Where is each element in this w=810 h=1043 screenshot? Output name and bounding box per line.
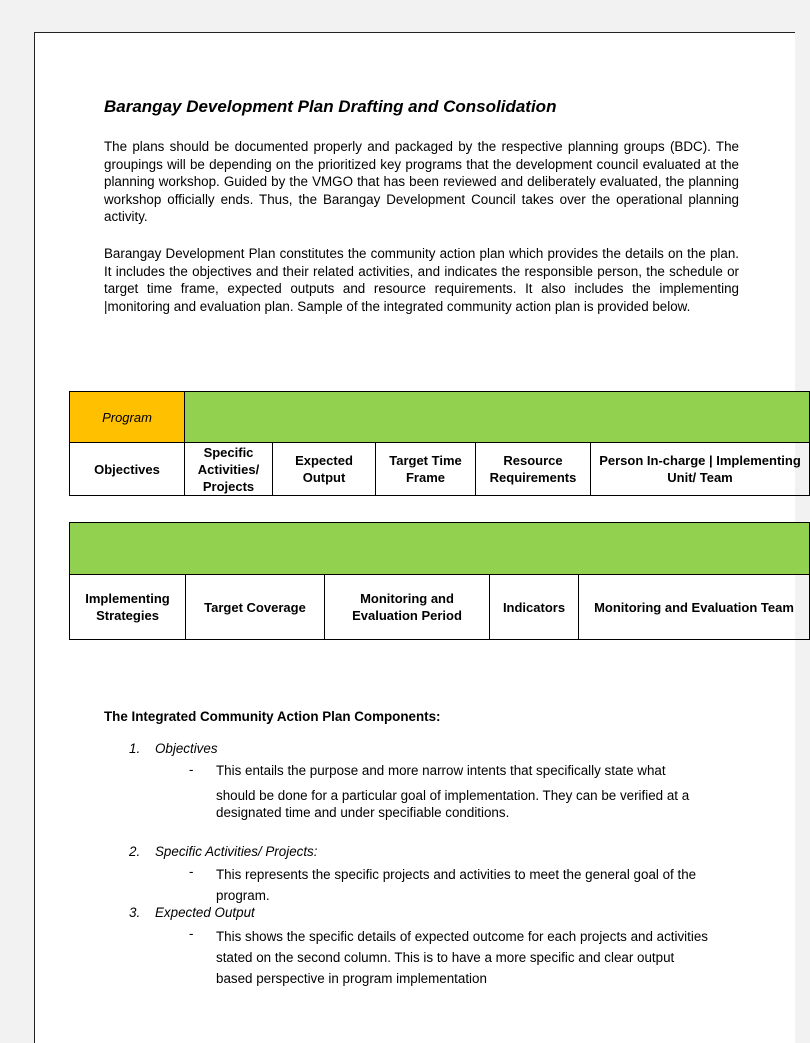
header-target-coverage: Target Coverage — [186, 575, 325, 640]
header-specific-activities: Specific Activities/ Projects — [185, 443, 273, 496]
paragraph-plan-description: Barangay Development Plan constitutes the community action plan which provides the details on the plan. It includes the objectives and their related activities, and indicates the responsible person, the schedule or target time frame, expected outputs and resource requirements. It also includes the implementing |monitoring and evaluation plan. Sample of the integrated community action plan is provided below. — [104, 246, 739, 314]
item-label: Specific Activities/ Projects: — [155, 844, 318, 859]
header-resource-requirements: Resource Requirements — [476, 443, 591, 496]
program-label-cell: Program — [70, 392, 185, 443]
header-objectives: Objectives — [70, 443, 185, 496]
item-description — [216, 762, 736, 821]
description-line: This entails the purpose and more narrow intents that specifically state what — [216, 763, 666, 778]
monitoring-plan-table — [69, 522, 810, 640]
action-plan-table — [69, 391, 810, 496]
header-monitoring-team: Monitoring and Evaluation Team — [579, 575, 810, 640]
header-indicators: Indicators — [490, 575, 579, 640]
item-description — [216, 926, 736, 989]
header-target-time-frame: Target Time Frame — [376, 443, 476, 496]
component-item-objectives — [129, 741, 218, 756]
item-description — [216, 864, 736, 906]
header-monitoring-period: Monitoring and Evaluation Period — [325, 575, 490, 640]
document-page — [34, 32, 801, 1043]
header-implementing-strategies: Implementing Strategies — [70, 575, 186, 640]
description-line: should be done for a particular goal of implementation. They can be verified at a designated time and under specifiable conditions. — [216, 788, 690, 820]
item-number: 2. — [129, 844, 141, 859]
component-item-activities — [129, 844, 317, 859]
item-label: Objectives — [155, 741, 218, 756]
list-dash: - — [189, 926, 194, 941]
description-line: This shows the specific details of expected outcome for each projects and activities — [216, 929, 708, 944]
header-person-in-charge: Person In-charge | Implementing Unit/ Team — [591, 443, 810, 496]
description-line: based perspective in program implementation — [216, 971, 487, 986]
component-item-expected-output — [129, 905, 255, 920]
components-heading: The Integrated Community Action Plan Components: — [104, 709, 441, 724]
item-label: Expected Output — [155, 905, 255, 920]
list-dash: - — [189, 864, 194, 879]
description-line: stated on the second column. This is to have a more specific and clear output — [216, 950, 675, 965]
program-value-cell[interactable] — [185, 392, 810, 443]
page-title: Barangay Development Plan Drafting and Consolidation — [104, 97, 557, 116]
item-number: 3. — [129, 905, 141, 920]
list-dash: - — [189, 762, 194, 777]
paragraph-intro: The plans should be documented properly and packaged by the respective planning groups (BDC). The groupings will be depending on the prioritized key programs that the development council evaluated at the planning workshop. Guided by the VMGO that has been reviewed and deliberately evaluated, the planning workshop officially ends. Thus, the Barangay Development Council takes over the operational planning activity. — [104, 139, 739, 224]
header-expected-output: Expected Output — [273, 443, 376, 496]
monitoring-program-cell[interactable] — [70, 523, 810, 575]
item-number: 1. — [129, 741, 141, 756]
description-line: This represents the specific projects and activities to meet the general goal of the program. — [216, 867, 697, 903]
